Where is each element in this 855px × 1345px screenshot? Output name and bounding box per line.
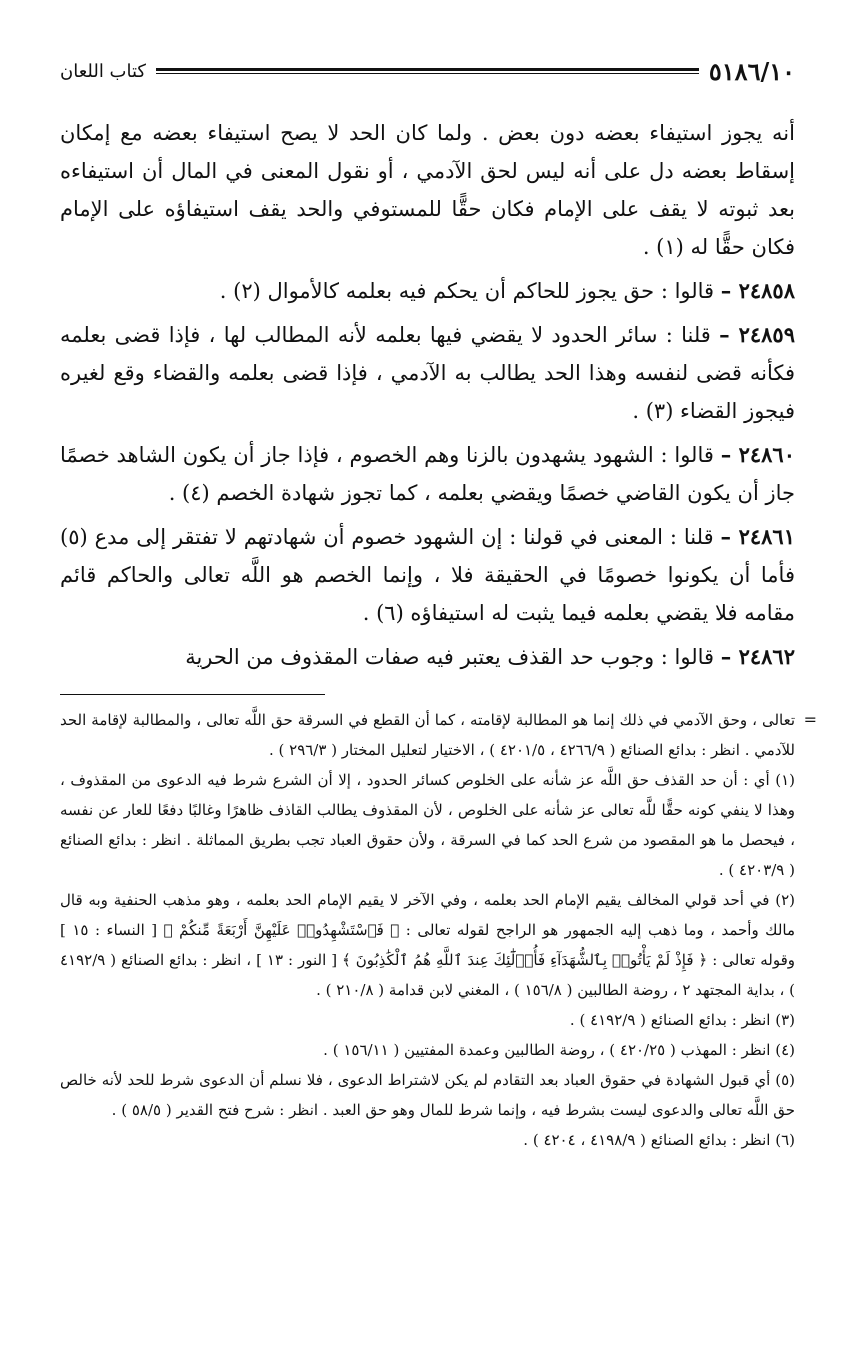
numbered-paragraph-24860 xyxy=(60,436,795,512)
paragraph-text: قلنا : المعنى في قولنا : إن الشهود خصوم أن شهادتهم لا تفتقر إلى مدع (٥) فأما أن يكونوا خصومًا في الحقيقة فلا ، وإنما الخصم هو اللَّه تعالى والحاكم قائم مقامه فلا يقضي بعلمه فيما يثبت له استيفاؤه (٦) . xyxy=(60,525,795,625)
header-rule xyxy=(156,68,699,74)
paragraph-text: قالوا : حق يجوز للحاكم أن يحكم فيه بعلمه كالأموال (٢) . xyxy=(219,279,715,303)
footnote-5: (٥) أي قبول الشهادة في حقوق العباد بعد التقادم لم يكن لاشتراط الدعوى ، فلا نسلم أن الدعوى شرط للحد لأنه خالص حق اللَّه تعالى والدعوى ليست بشرط فيه ، وإنما شرط للمال وهو حق العبد . انظر : شرح فتح القدير ( ٥٨/٥ ) . xyxy=(60,1071,795,1119)
continuation-mark: = xyxy=(803,710,817,729)
numbered-paragraph-24862 xyxy=(60,638,795,676)
paragraph-number: ٢٤٨٦١ – xyxy=(720,524,795,549)
page-header xyxy=(60,48,795,94)
footnote-4: (٤) انظر : المهذب ( ٤٢٠/٢٥ ) ، روضة الطالبين وعمدة المفتيين ( ١٥٦/١١ ) . xyxy=(323,1041,795,1059)
paragraph-number: ٢٤٨٥٩ – xyxy=(719,322,795,347)
footnote-1: (١) أي : أن حد القذف حق اللَّه عز شأنه على الخلوص كسائر الحدود ، إلا أن الشرع شرط فيه الدعوى من المقذوف ، وهذا لا ينفي كونه حقًّا للَّه تعالى عز شأنه على الخلوص ، لأن المقذوف يطالب القاذف ظاهرًا وغالبًا دفعًا للعار عن نفسه ، فيحصل ما هو المقصود من شرع الحد كما في السرقة ، ولأن حقوق العباد تجب بطريق المماثلة . انظر : بدائع الصنائع ( ٤٢٠٣/٩ ) . xyxy=(60,771,795,879)
numbered-paragraph-24859 xyxy=(60,316,795,430)
paragraph: أنه يجوز استيفاء بعضه دون بعض . ولما كان الحد لا يصح استيفاء بعضه مع إمكان إسقاط بعضه دل على أنه ليس لحق الآدمي ، أو نقول المعنى في المال أن استيفاءه بعد ثبوته لا يقف على الإمام فكان حقًّا للمستوفي والحد يقف استيفاؤه على الإمام فكان حقًّا له (١) . xyxy=(60,121,795,259)
main-text xyxy=(60,114,795,676)
footnote-text: تعالى ، وحق الآدمي في ذلك إنما هو المطالبة لإقامته ، كما أن القطع في السرقة حق اللَّه تعالى ، والمطالبة لإقامة الحد للآدمي . انظر : بدائع الصنائع ( ٤٢٦٦/٩ ، ٤٢٠١/٥ ) ، الاختيار لتعليل المختار ( ٢٩٦/٣ ) . xyxy=(60,711,795,759)
footnote-3: (٣) انظر : بدائع الصنائع ( ٤١٩٢/٩ ) . xyxy=(569,1011,795,1029)
paragraph-text: قلنا : سائر الحدود لا يقضي فيها بعلمه لأنه المطالب لها ، فإذا قضى بعلمه فكأنه قضى لنفسه وهذا الحد يطالب به الآدمي ، فإذا قضى بعلمه والقضاء وقع لغيره فيجوز القضاء (٣) . xyxy=(60,323,795,423)
footnote-separator xyxy=(60,694,325,695)
paragraph-text: قالوا : الشهود يشهدون بالزنا وهم الخصوم ، فإذا جاز أن يكون الشاهد خصمًا جاز أن يكون القاضي خصمًا ويقضي بعلمه ، كما تجوز شهادة الخصم (٤) . xyxy=(60,443,795,505)
numbered-paragraph-24858 xyxy=(60,272,795,310)
footnote-2: (٢) في أحد قولي المخالف يقيم الإمام الحد بعلمه ، وفي الآخر لا يقيم الإمام الحد بعلمه ، وهو مذهب الحنفية وبه قال مالك وأحمد ، وما ذهب إليه الجمهور هو الراجح لقوله تعالى : ﴿ فَٱسْتَشْهِدُوا۟ عَلَيْهِنَّ أَرْبَعَةً مِّنكُمْ ﴾ [ النساء : ١٥ ] وقوله تعالى : ﴿ فَإِذْ لَمْ يَأْتُوا۟ بِٱلشُّهَدَآءِ فَأُو۟لَٰٓئِكَ عِندَ ٱللَّهِ هُمُ ٱلْكَٰذِبُونَ ﴾ [ النور : ١٣ ] ، انظر : بدائع الصنائع ( ٤١٩٢/٩ ) ، بداية المجتهد ٢ ، روضة الطالبين ( ١٥٦/٨ ) ، المغني لابن قدامة ( ٢١٠/٨ ) . xyxy=(60,891,795,999)
paragraph-text: قالوا : وجوب حد القذف يعتبر فيه صفات المقذوف من الحرية xyxy=(185,645,715,669)
footnote-continuation xyxy=(60,705,817,765)
paragraph-number: ٢٤٨٦٠ – xyxy=(720,442,795,467)
paragraph-number: ٢٤٨٥٨ – xyxy=(720,278,795,303)
numbered-paragraph-24861 xyxy=(60,518,795,632)
paragraph-number: ٢٤٨٦٢ – xyxy=(720,644,795,669)
footnotes xyxy=(60,705,817,1155)
footnote-6: (٦) انظر : بدائع الصنائع ( ٤١٩٨/٩ ، ٤٢٠٤ ) . xyxy=(523,1131,795,1149)
running-title: كتاب اللعان xyxy=(60,60,146,82)
page-number: ٥١٨٦/١٠ xyxy=(708,56,795,86)
